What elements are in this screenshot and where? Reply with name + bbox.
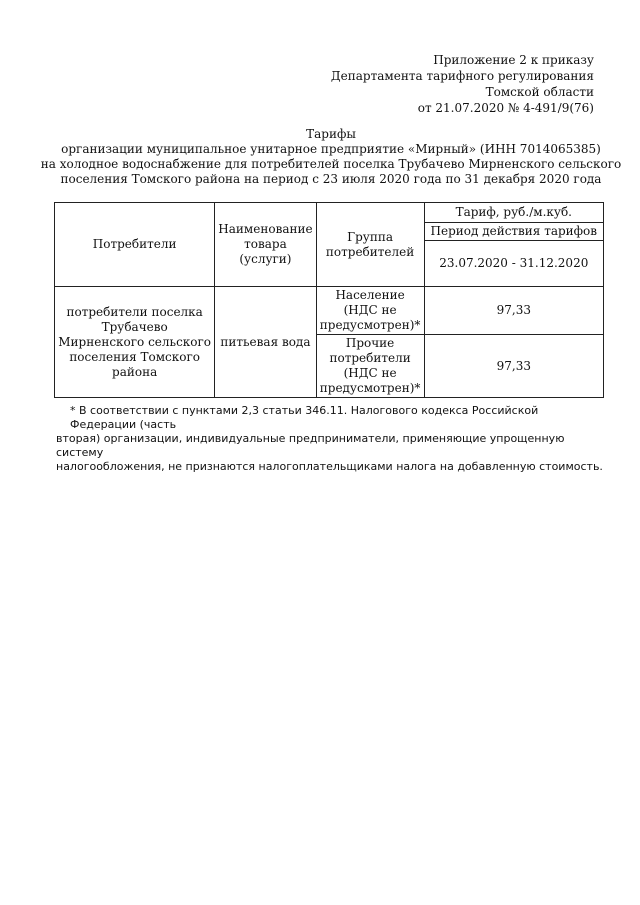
title-line-2: на холодное водоснабжение для потребителей поселка Трубачево Мирненского сельского <box>40 157 622 171</box>
footnote <box>56 404 604 474</box>
appendix-line-2: Департамента тарифного регулирования <box>330 69 594 83</box>
title-heading: Тарифы <box>306 127 356 141</box>
value-cell-1: 97,33 <box>424 287 603 335</box>
title-line-3: поселения Томского района на период с 23 июля 2020 года по 31 декабря 2020 года <box>60 172 602 186</box>
header-period: Период действия тарифов <box>424 223 603 241</box>
header-product: Наименование товара (услуги) <box>215 203 316 287</box>
table-row <box>55 287 604 335</box>
value-cell-2: 97,33 <box>424 335 603 398</box>
group-cell-1: Население (НДС не предусмотрен)* <box>316 287 424 335</box>
consumer-cell: потребители поселка Трубачево Мирненского сельского поселения Томского района <box>55 287 215 398</box>
appendix-line-3: Томской области <box>485 85 594 99</box>
header-dates: 23.07.2020 - 31.12.2020 <box>424 241 603 287</box>
document-title <box>40 127 622 187</box>
appendix-line-1: Приложение 2 к приказу <box>433 53 594 67</box>
footnote-line-2: вторая) организации, индивидуальные предприниматели, применяющие упрощенную систему <box>56 432 565 459</box>
product-cell: питьевая вода <box>215 287 316 398</box>
header-consumers: Потребители <box>55 203 215 287</box>
appendix-line-4: от 21.07.2020 № 4-491/9(76) <box>417 101 594 115</box>
header-group: Группа потребителей <box>316 203 424 287</box>
header-tariff: Тариф, руб./м.куб. <box>424 203 603 223</box>
title-line-1: организации муниципальное унитарное предприятие «Мирный» (ИНН 7014065385) <box>61 142 601 156</box>
appendix-header <box>294 52 594 116</box>
footnote-line-3: налогообложения, не признаются налогоплательщиками налога на добавленную стоимость. <box>56 460 603 473</box>
footnote-line-1: * В соответствии с пунктами 2,3 статьи 346.11. Налогового кодекса Российской Федерации (часть <box>70 404 539 431</box>
group-cell-2: Прочие потребители (НДС не предусмотрен)* <box>316 335 424 398</box>
tariff-table <box>54 202 604 398</box>
